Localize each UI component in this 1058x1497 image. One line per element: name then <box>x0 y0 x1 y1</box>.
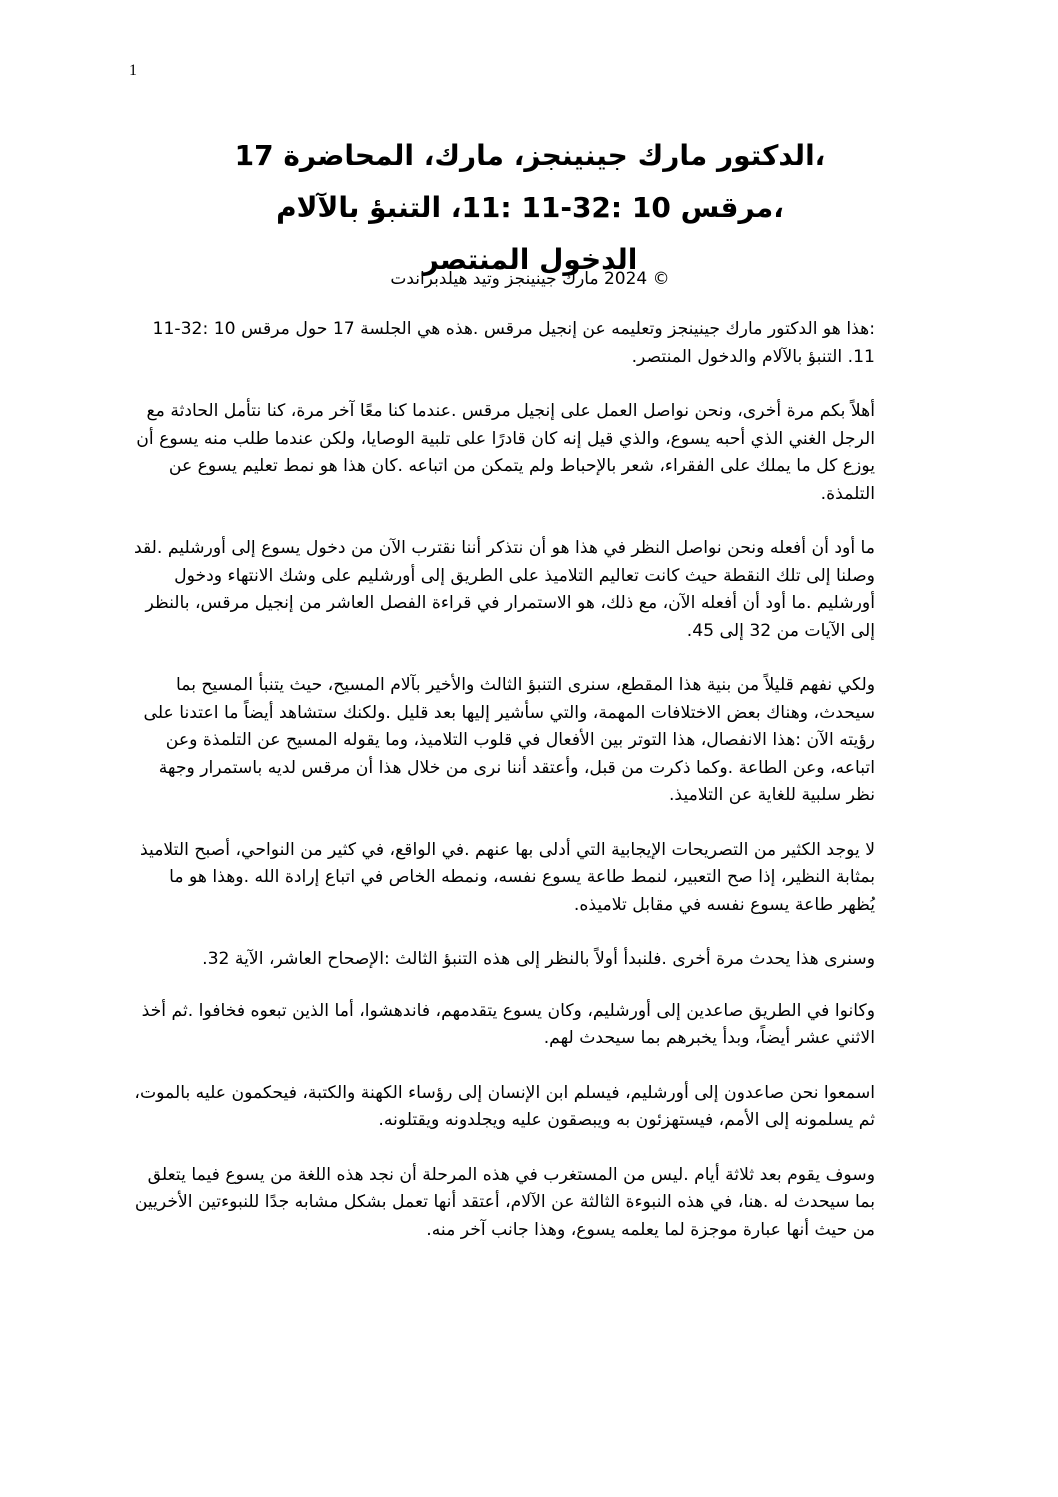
body-paragraph: أهلاً بكم مرة أخرى، ونحن نواصل العمل على إنجيل مرقس .عندما كنا معًا آخر مرة، كنا نتأمل الحادثة مع الرجل الغني الذي أحبه يسوع، والذي قيل إنه كان قادرًا على تلبية الوصايا، ولكن عندما طلب منه يسوع أن يوزع كل ما يملك على الفقراء، شعر بالإحباط ولم يتمكن من اتباعه .كان هذا هو نمط تعليم يسوع عن التلمذة. <box>136 401 875 504</box>
scripture-quote-paragraph: اسمعوا نحن صاعدون إلى أورشليم، فيسلم ابن الإنسان إلى رؤساء الكهنة والكتبة، فيحكمون عليه بالموت، ثم يسلمونه إلى الأمم، فيستهزئون به ويبصقون عليه ويجلدونه ويقتلونه. <box>134 1082 875 1130</box>
copyright-line: © 2024 مارك جينينجز وتيد هيلدبراندت <box>390 269 670 289</box>
scripture-quote-paragraph: وكانوا في الطريق صاعدين إلى أورشليم، وكان يسوع يتقدمهم، فاندهشوا، أما الذين تبعوه فخافوا .ثم أخذ الاثني عشر أيضاً، وبدأ يخبرهم بما سيحدث لهم. <box>141 1000 875 1048</box>
body-paragraph: ولكي نفهم قليلاً من بنية هذا المقطع، سنرى التنبؤ الثالث والأخير بآلام المسيح، حيث يتنبأ المسيح بما سيحدث، وهناك بعض الاختلافات المهمة، والتي سأشير إليها بعد قليل .ولكنك ستشاهد أيضاً ما اعتدنا على رؤيته الآن :هذا الانفصال، هذا التوتر بين الأفعال في قلوب التلاميذ، وما يقوله المسيح عن التلمذة وعن اتباعه، وعن الطاعة .وكما ذكرت من قبل، وأعتقد أننا نرى من خلال هذا أن مرقس لديه باستمرار وجهة نظر سلبية للغاية عن التلاميذ. <box>143 675 875 805</box>
body-paragraph: لا يوجد الكثير من التصريحات الإيجابية التي أدلى بها عنهم .في الواقع، في كثير من النواحي، أصبح التلاميذ بمثابة النظير، إذا صح التعبير، لنمط طاعة يسوع نفسه، ونمطه الخاص في اتباع إرادة الله .وهذا هو ما يُظهر طاعة يسوع نفسه في مقابل تلاميذه. <box>140 839 875 915</box>
title-line: ،الدكتور مارك جينينجز، مارك، المحاضرة 17 <box>234 139 826 172</box>
body-paragraph: وسنرى هذا يحدث مرة أخرى .فلنبدأ أولاً بالنظر إلى هذه التنبؤ الثالث :الإصحاح العاشر، الآية 32. <box>202 949 875 969</box>
page-number: 1 <box>129 62 137 79</box>
document-title <box>150 130 910 286</box>
title-line: ،مرقس 10 :32-11 :11، التنبؤ بالآلام <box>276 191 784 224</box>
body-paragraph: وسوف يقوم بعد ثلاثة أيام .ليس من المستغرب في هذه المرحلة أن نجد هذه اللغة من يسوع فيما يتعلق بما سيحدث له .هنا، في هذه النبوءة الثالثة عن الآلام، أعتقد أنها تعمل بشكل مشابه جدًا للنبوءتين الأخريين من حيث أنها عبارة موجزة لما يعلمه يسوع، وهذا جانب آخر منه. <box>134 1164 875 1240</box>
title-line: الدخول المنتصر <box>422 243 638 276</box>
document-body <box>130 316 875 1271</box>
body-paragraph: ما أود أن أفعله ونحن نواصل النظر في هذا هو أن نتذكر أننا نقترب الآن من دخول يسوع إلى أورشليم .لقد وصلنا إلى تلك النقطة حيث كانت تعاليم التلاميذ على الطريق إلى أورشليم على وشك الانتهاء ودخول أورشليم .ما أود أن أفعله الآن، مع ذلك، هو الاستمرار في قراءة الفصل العاشر من إنجيل مرقس، بالنظر إلى الآيات من 32 إلى 45. <box>133 538 875 641</box>
intro-paragraph: :هذا هو الدكتور مارك جينينجز وتعليمه عن إنجيل مرقس .هذه هي الجلسة 17 حول مرقس 10 :32-11 11. التنبؤ بالآلام والدخول المنتصر. <box>152 319 875 367</box>
